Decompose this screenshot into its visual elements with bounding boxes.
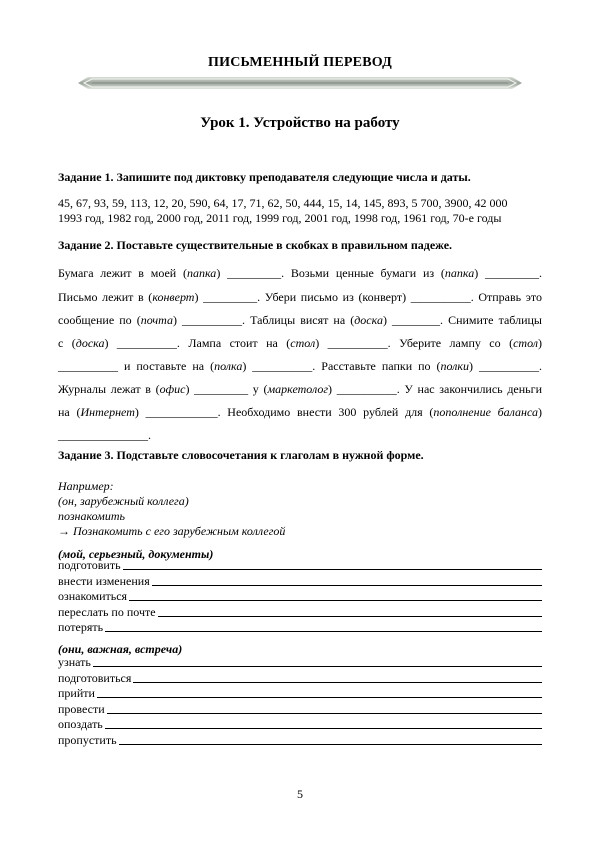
sentence-text: ) __________. Расставьте папки по ( <box>242 359 441 373</box>
fill-in-row <box>58 589 542 604</box>
task3-heading: Задание 3. Подставьте словосочетания к глаголам в нужной форме. <box>58 448 424 462</box>
noun-in-brackets: маркетолог <box>267 382 329 396</box>
sentence-text: ) __________. <box>469 359 542 373</box>
fill-in-row <box>58 655 542 670</box>
fill-in-row <box>58 702 542 717</box>
task1-years: 1993 год, 1982 год, 2000 год, 2011 год, 1999 год, 2001 год, 1998 год, 1961 год, 70-е годы <box>58 211 502 225</box>
noun-in-brackets: полка <box>214 359 243 373</box>
task2-line <box>58 359 542 374</box>
example-label: Например: <box>58 479 114 493</box>
sentence-text: ) __________. Уберите лампу со ( <box>315 336 514 350</box>
answer-blank-line[interactable] <box>97 697 542 698</box>
noun-in-brackets: полки <box>440 359 470 373</box>
decorative-divider <box>78 76 522 90</box>
noun-in-brackets: офис <box>159 382 186 396</box>
noun-in-brackets: стол <box>290 336 316 350</box>
answer-blank-line[interactable] <box>152 585 542 586</box>
sentence-text: ) <box>538 336 543 350</box>
answer-blank-line[interactable] <box>119 744 542 745</box>
verb-label: переслать по почте <box>58 604 156 619</box>
task2-line <box>58 290 542 305</box>
noun-in-brackets: папка <box>186 266 217 280</box>
task2-line <box>58 313 542 328</box>
example-answer: → Познакомить с его зарубежным коллегой <box>58 524 286 538</box>
fill-in-row <box>58 671 542 686</box>
noun-in-brackets: доска <box>75 336 105 350</box>
sentence-text: ) _________. <box>474 266 542 280</box>
task2-heading: Задание 2. Поставьте существительные в скобках в правильном падеже. <box>58 238 453 252</box>
page-header-title: ПИСЬМЕННЫЙ ПЕРЕВОД <box>208 55 392 70</box>
noun-in-brackets: конверт <box>152 290 195 304</box>
noun-in-brackets: пополнение баланса <box>433 405 538 419</box>
sentence-text: ) __________. Лампа стоит на ( <box>104 336 291 350</box>
verb-label: провести <box>58 701 105 716</box>
task1-heading: Задание 1. Запишите под диктовку преподавателя следующие числа и даты. <box>58 170 471 184</box>
group2-title: (они, важная, встреча) <box>58 642 183 656</box>
answer-blank-line[interactable] <box>93 666 542 667</box>
lesson-title: Урок 1. Устройство на работу <box>200 115 400 131</box>
noun-in-brackets: папка <box>444 266 475 280</box>
sentence-text: Письмо лежит в ( <box>58 290 153 304</box>
answer-blank-line[interactable] <box>129 600 542 601</box>
fill-in-row <box>58 605 542 620</box>
verb-label: пропустить <box>58 732 117 747</box>
noun-in-brackets: доска <box>354 313 383 327</box>
verb-label: опоздать <box>58 717 103 731</box>
answer-blank-line[interactable] <box>133 682 542 683</box>
verb-label: потерять <box>58 620 104 634</box>
sentence-text: ) _________. Убери письмо из (конверт) __________. Отправь это <box>194 290 542 304</box>
sentence-text: ) <box>538 405 542 419</box>
verb-label: внести изменения <box>58 573 150 588</box>
page-number: 5 <box>297 787 303 801</box>
sentence-text: Журналы лежат в ( <box>58 382 160 396</box>
fill-in-row <box>58 574 542 589</box>
task2-line <box>58 336 542 351</box>
answer-blank-line[interactable] <box>105 631 542 632</box>
sentence-text: на ( <box>58 405 81 419</box>
sentence-text: Бумага лежит в моей ( <box>58 266 187 280</box>
task2-line <box>58 266 542 281</box>
sentence-text: ) ________. Снимите таблицы <box>382 313 542 327</box>
sentence-text: ) __________. Таблицы висят на ( <box>172 313 355 327</box>
task2-line <box>58 405 542 420</box>
verb-label: прийти <box>58 686 95 700</box>
answer-blank-line[interactable] <box>107 713 542 714</box>
fill-in-row <box>58 620 542 635</box>
task2-line <box>58 428 151 443</box>
fill-in-row <box>58 686 542 701</box>
task2-line <box>58 382 542 397</box>
sentence-text: _______________. <box>58 428 151 442</box>
verb-label: подготовиться <box>58 670 132 685</box>
sentence-text: сообщение по ( <box>58 313 141 327</box>
noun-in-brackets: Интернет <box>80 405 135 419</box>
noun-in-brackets: почта <box>140 313 173 327</box>
sentence-text: ) ____________. Необходимо внести 300 рублей для ( <box>134 405 434 419</box>
example-verb: познакомить <box>58 509 125 523</box>
sentence-text: ) _________. Возьми ценные бумаги из ( <box>216 266 445 280</box>
group1-title: (мой, серьезный, документы) <box>58 547 214 561</box>
verb-label: узнать <box>58 655 91 669</box>
task1-numbers: 45, 67, 93, 59, 113, 12, 20, 590, 64, 17, 71, 62, 50, 444, 15, 14, 145, 893, 5 700, 3900, 42 000 <box>58 196 508 210</box>
fill-in-row <box>58 717 542 732</box>
answer-blank-line[interactable] <box>158 616 542 617</box>
fill-in-row <box>58 733 542 748</box>
sentence-text: с ( <box>58 336 76 350</box>
sentence-text: ) _________ у ( <box>185 382 268 396</box>
answer-blank-line[interactable] <box>105 728 542 729</box>
sentence-text: ) __________. У нас закончились деньги <box>328 382 542 396</box>
verb-label: ознакомиться <box>58 589 128 603</box>
fill-in-row <box>58 558 542 573</box>
example-phrase: (он, зарубежный коллега) <box>58 494 189 508</box>
noun-in-brackets: стол <box>513 336 539 350</box>
sentence-text: __________ и поставьте на ( <box>58 359 215 373</box>
verb-label: подготовить <box>58 558 121 572</box>
answer-blank-line[interactable] <box>123 569 542 570</box>
